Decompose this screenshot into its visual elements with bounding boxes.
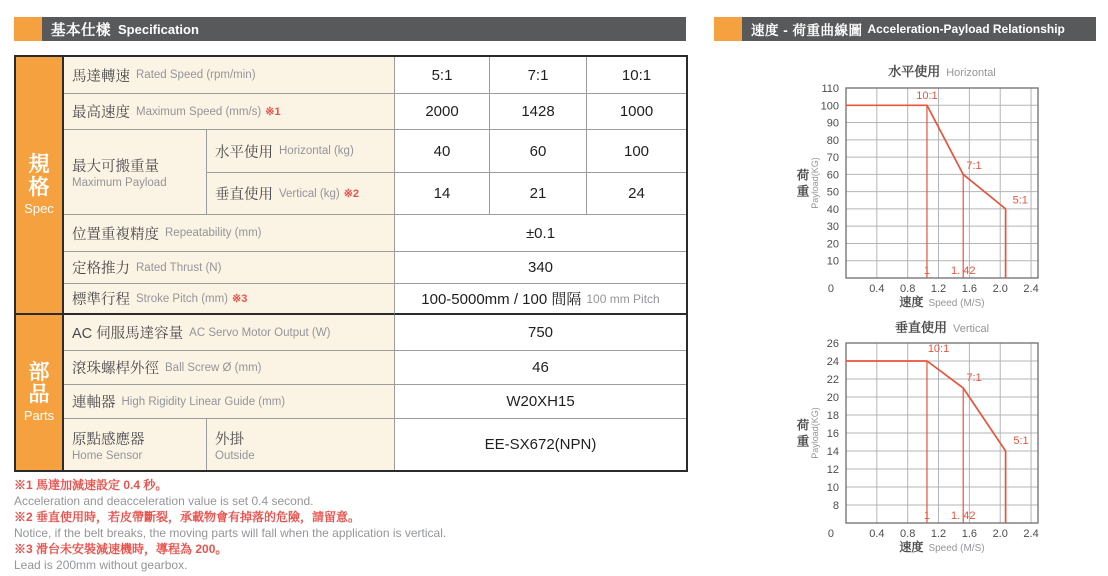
chart-vertical-svg <box>778 312 1102 562</box>
footnote-2-en: Notice, if the belt breaks, the moving parts will fall when the application is vertical. <box>14 526 447 540</box>
svg-text:1.6: 1.6 <box>961 283 978 295</box>
svg-text:110: 110 <box>821 83 839 95</box>
spec-section-header <box>14 17 686 41</box>
chart-horizontal <box>778 56 1102 317</box>
svg-text:16: 16 <box>826 428 839 440</box>
servo-output-zh: AC 伺服馬達容量 <box>72 326 184 342</box>
svg-text:1.2: 1.2 <box>930 528 947 540</box>
svg-text:24: 24 <box>826 356 839 368</box>
svg-text:0.4: 0.4 <box>869 283 885 295</box>
servo-output-value: 750 <box>395 315 686 351</box>
svg-text:100: 100 <box>820 100 839 113</box>
svg-text:Payload(KG): Payload(KG) <box>810 157 820 209</box>
payload-limit <box>846 361 1006 523</box>
rated-thrust-en: Rated Thrust (N) <box>136 261 222 274</box>
chart-horizontal-svg <box>778 56 1102 312</box>
svg-text:荷: 荷 <box>796 168 810 183</box>
payload-horizontal-label <box>207 130 395 173</box>
svg-text:1. 42: 1. 42 <box>950 265 976 277</box>
svg-text:14: 14 <box>826 446 839 458</box>
svg-text:10: 10 <box>826 255 839 268</box>
svg-text:1: 1 <box>923 510 931 522</box>
stroke-en: Stroke Pitch (mm) <box>136 292 229 305</box>
payload-vertical-note: ※2 <box>343 188 360 200</box>
ball-screw-value: 46 <box>395 351 686 385</box>
svg-text:20: 20 <box>826 238 839 251</box>
repeatability-value: ±0.1 <box>395 215 686 252</box>
svg-text:8: 8 <box>832 500 839 512</box>
svg-text:10: 10 <box>826 482 839 494</box>
chart-header-title-en: Acceleration-Payload Relationship <box>867 22 1065 36</box>
payload-vertical-value-3: 24 <box>587 173 686 215</box>
rated-speed-zh: 馬達轉速 <box>72 68 130 85</box>
spec-header-title-zh: 基本仕樣 <box>51 22 111 39</box>
tab-parts-label-zh: 部品 <box>28 360 50 406</box>
svg-text:80: 80 <box>826 134 839 147</box>
stroke-label <box>64 284 395 315</box>
max-payload-en: Maximum Payload <box>72 177 167 189</box>
footnote-3-zh: ※3 滑台未安裝減速機時，導程為 200。 <box>14 542 228 556</box>
tab-spec-label-zh: 規格 <box>28 153 50 199</box>
svg-text:12: 12 <box>826 464 839 476</box>
svg-text:30: 30 <box>826 221 839 234</box>
svg-text:荷: 荷 <box>796 418 810 433</box>
specification-table <box>14 55 688 472</box>
linear-guide-value: W20XH15 <box>395 385 686 419</box>
svg-text:0.4: 0.4 <box>869 528 885 540</box>
payload-vertical-zh: 垂直使用 <box>215 187 273 203</box>
svg-text:10:1: 10:1 <box>927 343 950 355</box>
tab-parts <box>16 315 64 470</box>
svg-text:1.2: 1.2 <box>930 283 947 295</box>
stroke-zh: 標準行程 <box>72 292 130 308</box>
payload-horizontal-en: Horizontal (kg) <box>279 145 354 157</box>
max-payload-zh: 最大可搬重量 <box>72 159 159 175</box>
rated-speed-value-2: 7:1 <box>490 57 587 94</box>
linear-guide-en: High Rigidity Linear Guide (mm) <box>121 395 286 408</box>
svg-text:1: 1 <box>923 265 931 277</box>
svg-text:1. 42: 1. 42 <box>950 510 976 522</box>
footnotes <box>14 477 446 573</box>
svg-text:10:1: 10:1 <box>916 90 938 103</box>
max-payload-label <box>64 130 207 215</box>
svg-text:0: 0 <box>827 283 834 295</box>
payload-vertical-label <box>207 173 395 215</box>
max-speed-note: ※1 <box>265 106 281 118</box>
home-sensor-mount-zh: 外掛 <box>215 431 244 448</box>
home-sensor-value: EE-SX672(NPN) <box>395 419 686 470</box>
rated-thrust-label <box>64 252 395 284</box>
repeatability-label <box>64 215 395 252</box>
footnote-1-zh: ※1 馬達加減速設定 0.4 秒。 <box>14 478 168 492</box>
svg-text:0.8: 0.8 <box>900 283 916 295</box>
footnote-3-en: Lead is 200mm without gearbox. <box>14 558 188 572</box>
max-speed-label <box>64 94 395 130</box>
home-sensor-zh: 原點感應器 <box>72 431 145 448</box>
chart-title: 垂直使用 Vertical <box>894 320 990 335</box>
payload-horizontal-value-3: 100 <box>587 130 686 173</box>
chart-title: 水平使用 Horizontal <box>888 64 996 79</box>
rated-speed-label <box>64 57 395 94</box>
footnote-2-zh: ※2 垂直使用時，若皮帶斷裂，承載物會有掉落的危險，請留意。 <box>14 510 361 524</box>
stroke-value-main: 100-5000mm / 100 間隔 <box>421 291 582 308</box>
svg-text:5:1: 5:1 <box>1013 434 1029 447</box>
payload-horizontal-value-1: 40 <box>395 130 490 173</box>
payload-vertical-value-1: 14 <box>395 173 490 215</box>
repeatability-en: Repeatability (mm) <box>165 227 262 239</box>
rated-speed-value-1: 5:1 <box>395 57 490 94</box>
chart-header-title-zh: 速度 - 荷重曲線圖 <box>751 23 863 38</box>
svg-text:20: 20 <box>826 392 839 404</box>
svg-text:5:1: 5:1 <box>1012 194 1028 207</box>
orange-marker <box>714 17 742 41</box>
home-sensor-mount-label <box>207 419 395 470</box>
tab-parts-label-en: Parts <box>23 408 55 424</box>
payload-horizontal-value-2: 60 <box>490 130 587 173</box>
chart-vertical <box>778 312 1102 567</box>
max-speed-value-2: 1428 <box>490 94 587 130</box>
rated-thrust-zh: 定格推力 <box>72 261 130 277</box>
svg-text:重: 重 <box>796 434 810 449</box>
svg-text:50: 50 <box>826 186 839 199</box>
payload-vertical-en: Vertical (kg) <box>279 187 340 200</box>
max-speed-value-3: 1000 <box>587 94 686 130</box>
svg-text:7:1: 7:1 <box>966 371 982 384</box>
svg-text:重: 重 <box>796 184 810 199</box>
svg-text:2.0: 2.0 <box>992 283 1008 295</box>
svg-text:90: 90 <box>826 117 839 130</box>
svg-text:18: 18 <box>826 410 839 422</box>
spec-header-bar <box>42 17 686 41</box>
linear-guide-label <box>64 385 395 419</box>
x-axis-label: 速度 Speed (M/S) <box>899 295 985 309</box>
svg-text:Payload(KG): Payload(KG) <box>810 407 820 459</box>
max-speed-zh: 最高速度 <box>72 105 130 121</box>
svg-text:22: 22 <box>826 374 839 386</box>
ball-screw-zh: 滾珠螺桿外徑 <box>72 361 159 377</box>
linear-guide-zh: 連軸器 <box>72 395 116 411</box>
svg-text:40: 40 <box>826 203 839 216</box>
repeatability-zh: 位置重複精度 <box>72 226 159 243</box>
home-sensor-en: Home Sensor <box>72 449 143 462</box>
footnote-1-en: Acceleration and deacceleration value is set 0.4 second. <box>14 494 314 508</box>
max-speed-value-1: 2000 <box>395 94 490 130</box>
rated-speed-en: Rated Speed (rpm/min) <box>136 69 256 81</box>
tab-spec <box>16 57 64 315</box>
svg-text:26: 26 <box>826 338 839 350</box>
rated-thrust-value: 340 <box>395 252 686 284</box>
payload-horizontal-zh: 水平使用 <box>215 144 273 161</box>
spec-header-title-en: Specification <box>118 21 199 37</box>
svg-text:2.4: 2.4 <box>1023 283 1039 295</box>
max-speed-en: Maximum Speed (mm/s) <box>136 105 262 118</box>
orange-marker <box>14 17 42 41</box>
ball-screw-label <box>64 351 395 385</box>
home-sensor-mount-en: Outside <box>215 449 255 462</box>
chart-header-bar <box>742 17 1096 41</box>
svg-text:0: 0 <box>827 528 834 540</box>
payload-vertical-value-2: 21 <box>490 173 587 215</box>
servo-output-en: AC Servo Motor Output (W) <box>189 326 331 339</box>
stroke-note: ※3 <box>232 293 248 305</box>
svg-text:1.6: 1.6 <box>961 528 978 540</box>
svg-text:60: 60 <box>826 169 839 182</box>
rated-speed-value-3: 10:1 <box>587 57 686 94</box>
stroke-value-note: 100 mm Pitch <box>586 291 660 306</box>
home-sensor-label <box>64 419 207 470</box>
svg-text:2.0: 2.0 <box>992 528 1008 540</box>
chart-section-header <box>714 17 1096 41</box>
svg-text:0.8: 0.8 <box>900 528 916 540</box>
svg-text:70: 70 <box>826 152 839 165</box>
x-axis-label: 速度 Speed (M/S) <box>899 540 985 554</box>
stroke-value <box>395 284 686 315</box>
svg-text:2.4: 2.4 <box>1023 528 1039 540</box>
tab-spec-label-en: Spec <box>24 200 54 216</box>
svg-text:7:1: 7:1 <box>966 160 982 173</box>
ball-screw-en: Ball Screw Ø (mm) <box>165 361 262 374</box>
servo-output-label <box>64 315 395 351</box>
